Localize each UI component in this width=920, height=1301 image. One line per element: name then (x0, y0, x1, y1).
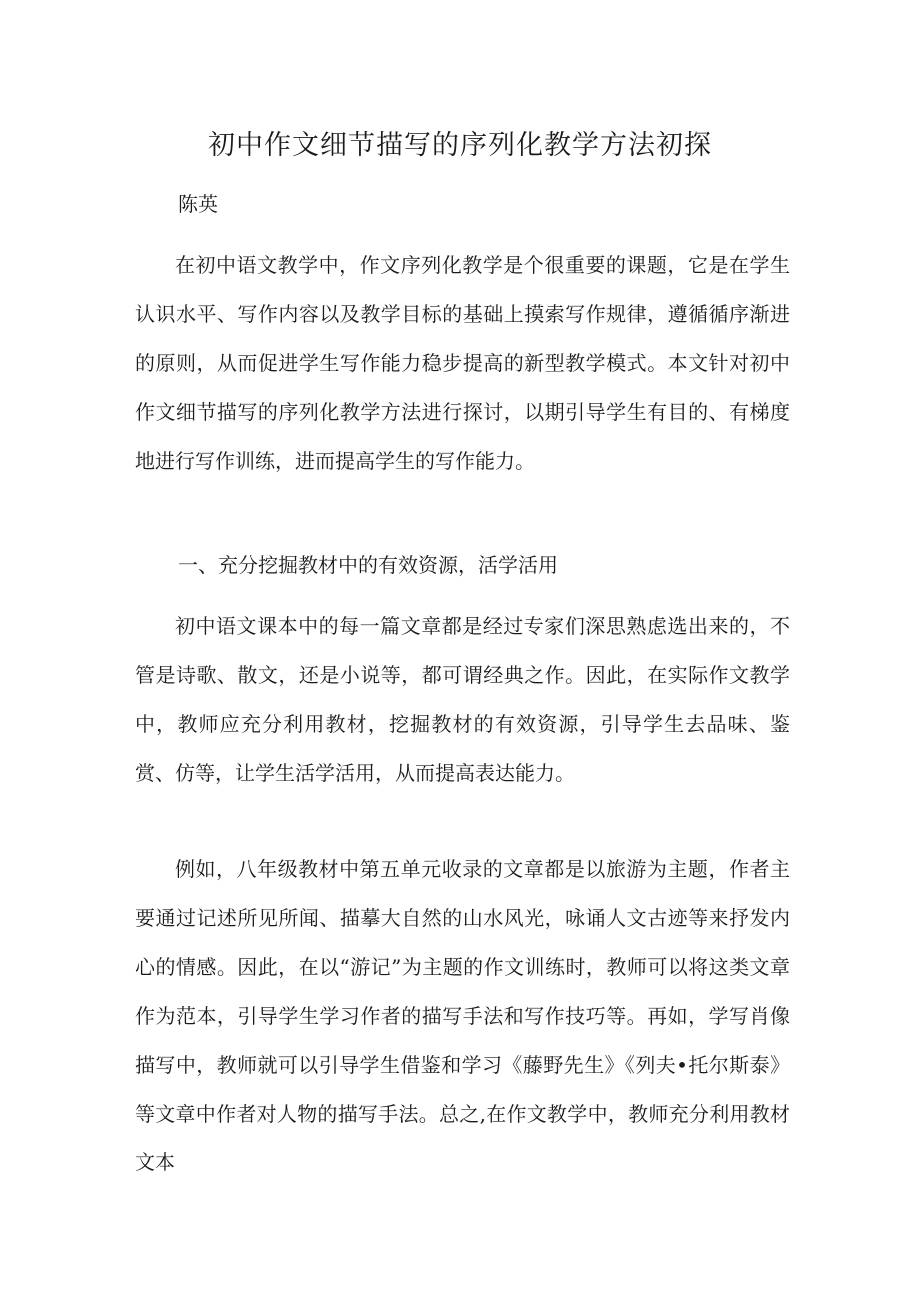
paragraph-example: 例如，八年级教材中第五单元收录的文章都是以旅游为主题，作者主要通过记述所见所闻、描摹大自然的山水风光，咏诵人文古迹等来抒发内心的情感。因此，在以“游记”为主题的作文训练时，教师可以将这类文章作为范本，引导学生学习作者的描写手法和写作技巧等。再如，学写肖像描写中，教师就可以引导学生借鉴和学习《藤野先生》《列夫•托尔斯泰》等文章中作者对人物的描写手法。总之,在作文教学中，教师充分利用教材文本 (135, 857, 790, 1175)
section-heading: 一、充分挖掘教材中的有效资源，活学活用 (178, 553, 558, 577)
paragraph-intro: 在初中语文教学中，作文序列化教学是个很重要的课题，它是在学生认识水平、写作内容以及教学目标的基础上摸索写作规律，遵循循序渐进的原则，从而促进学生写作能力稳步提高的新型教学模式。本文针对初中作文细节描写的序列化教学方法进行探讨，以期引导学生有目的、有梯度地进行写作训练，进而提高学生的写作能力。 (135, 253, 790, 473)
author-name: 陈英 (178, 192, 218, 216)
paragraph-body: 初中语文课本中的每一篇文章都是经过专家们深思熟虑选出来的，不管是诗歌、散文，还是小说等，都可谓经典之作。因此，在实际作文教学中，教师应充分利用教材，挖掘教材的有效资源，引导学生去品味、鉴赏、仿等，让学生活学活用，从而提高表达能力。 (135, 614, 790, 785)
document-title: 初中作文细节描写的序列化教学方法初探 (208, 130, 712, 161)
